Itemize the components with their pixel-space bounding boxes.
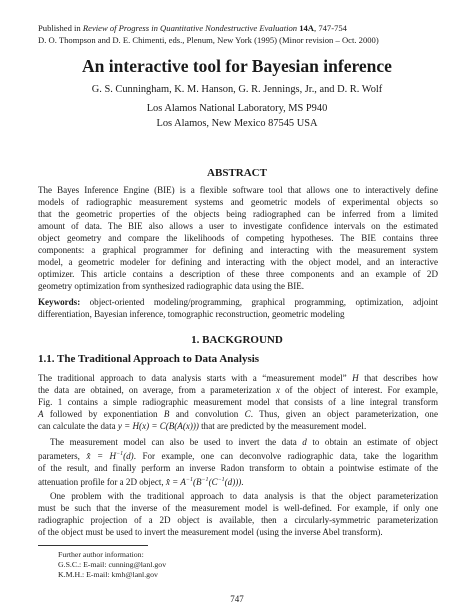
subsection-heading: 1.1. The Traditional Approach to Data Analysis: [38, 353, 260, 365]
paragraph-measurement-model: The traditional approach to data analysis starts with a “measurement model” H that describes how the data are obtained, on average, from a parameterization x of the object of interest. For example, Fig. 1 contains a simple radiographic measurement model that consists of a line integral transform A followed by exponentiation B and convolution C. Thus, given an object parameterization, one can calculate the data y = H(x) = C(B(A(x))) that are predicted by the measurement model.: [38, 373, 438, 431]
abstract-line: model, a geometric modeler for defining and interacting with the object model, and an interactive: [38, 257, 438, 267]
keywords-text: differentiation, Bayesian inference, tomographic reconstruction, geometric modeling: [38, 309, 345, 319]
affiliation-line-2: Los Alamos, New Mexico 87545 USA: [156, 118, 318, 129]
paper-title: An interactive tool for Bayesian inference: [82, 56, 392, 76]
publication-header-line-2: D. O. Thompson and D. E. Chimenti, eds., Plenum, New York (1995) (Minor revision – Oct. 2000): [38, 35, 379, 45]
abstract-line: The Bayes Inference Engine (BIE) is a flexible software tool that allows one to interactively define: [38, 185, 438, 195]
abstract-line: object geometry and compare the likelihoods of competing hypotheses. The BIE contains three: [38, 233, 438, 243]
journal-name: Review of Progress in Quantitative Nondestructive Evaluation: [82, 23, 298, 33]
abstract-heading: ABSTRACT: [207, 167, 267, 179]
abstract-line: amount of data. The BIE also allows a user to investigate confidence intervals on the estimated: [38, 221, 438, 231]
equation: x̂ = $H^{-1}(d)$: [86, 451, 134, 462]
abstract-line: that the geometric properties of the objects being radiographed can be inferred from a limited: [38, 209, 438, 219]
paragraph-problem: One problem with the traditional approach to data analysis is that the object parameterization must be such that the inverse of the measurement model is well-defined. For example, if only one radiographic projection of a 2D object is available, then a circularly-symmetric parameterization of the object must be used to invert the measurement model (using the inverse Abel transform).: [38, 491, 438, 537]
footnote-email-kmh: K.M.H.: E-mail: kmh@lanl.gov: [58, 570, 158, 579]
equation: y = H(x) = C(B(A(x))): [117, 421, 199, 431]
abstract-line: optimizer. This article contains a description of these three components and an example of 2D: [38, 269, 438, 279]
keywords-label: Keywords:: [38, 297, 81, 307]
paragraph-inversion: The measurement model can also be used to invert the data d to obtain an estimate of object parameters, x̂ = $H^{-1}(d)$. For example, one can deconvolve radiographic data, take the logarithm of the result, and finally perform an inverse Radon transform to obtain a pointwise estimate of the attenuation profile for a 2D object, x̂ = $A^{-1}(B^{-1}(C^{-1}(d)))$.: [38, 437, 439, 488]
keywords-block: [38, 296, 438, 320]
keywords-text: object-oriented modeling/programming, graphical programming, optimization, adjoint: [80, 297, 438, 307]
abstract-body: [38, 184, 438, 292]
section-heading-background: 1. BACKGROUND: [191, 334, 283, 346]
publication-header-line-1: Published in Review of Progress in Quantitative Nondestructive Evaluation 14A, 747-754: [38, 23, 347, 33]
abstract-line: components: a graphical programmer for defining and interacting with the measurement system: [38, 245, 438, 255]
page-number: 747: [230, 594, 244, 604]
author-list: G. S. Cunningham, K. M. Hanson, G. R. Jennings, Jr., and D. R. Wolf: [91, 84, 383, 95]
footnote-divider: [38, 545, 148, 546]
abstract-line: models of radiographic measurement systems and geometric models of experimental objects so: [38, 197, 438, 207]
abstract-line: geometry optimization from synthesized radiographic data using the BIE.: [38, 281, 305, 291]
footnote-email-gsc: G.S.C.: E-mail: cunning@lanl.gov: [58, 560, 167, 569]
affiliation-line-1: Los Alamos National Laboratory, MS P940: [146, 103, 328, 114]
footnote-author-info: Further author information:: [58, 550, 144, 559]
volume-number: 14A: [297, 23, 315, 33]
equation: x̂ = $A^{-1}(B^{-1}(C^{-1}(d)))$: [165, 477, 242, 488]
